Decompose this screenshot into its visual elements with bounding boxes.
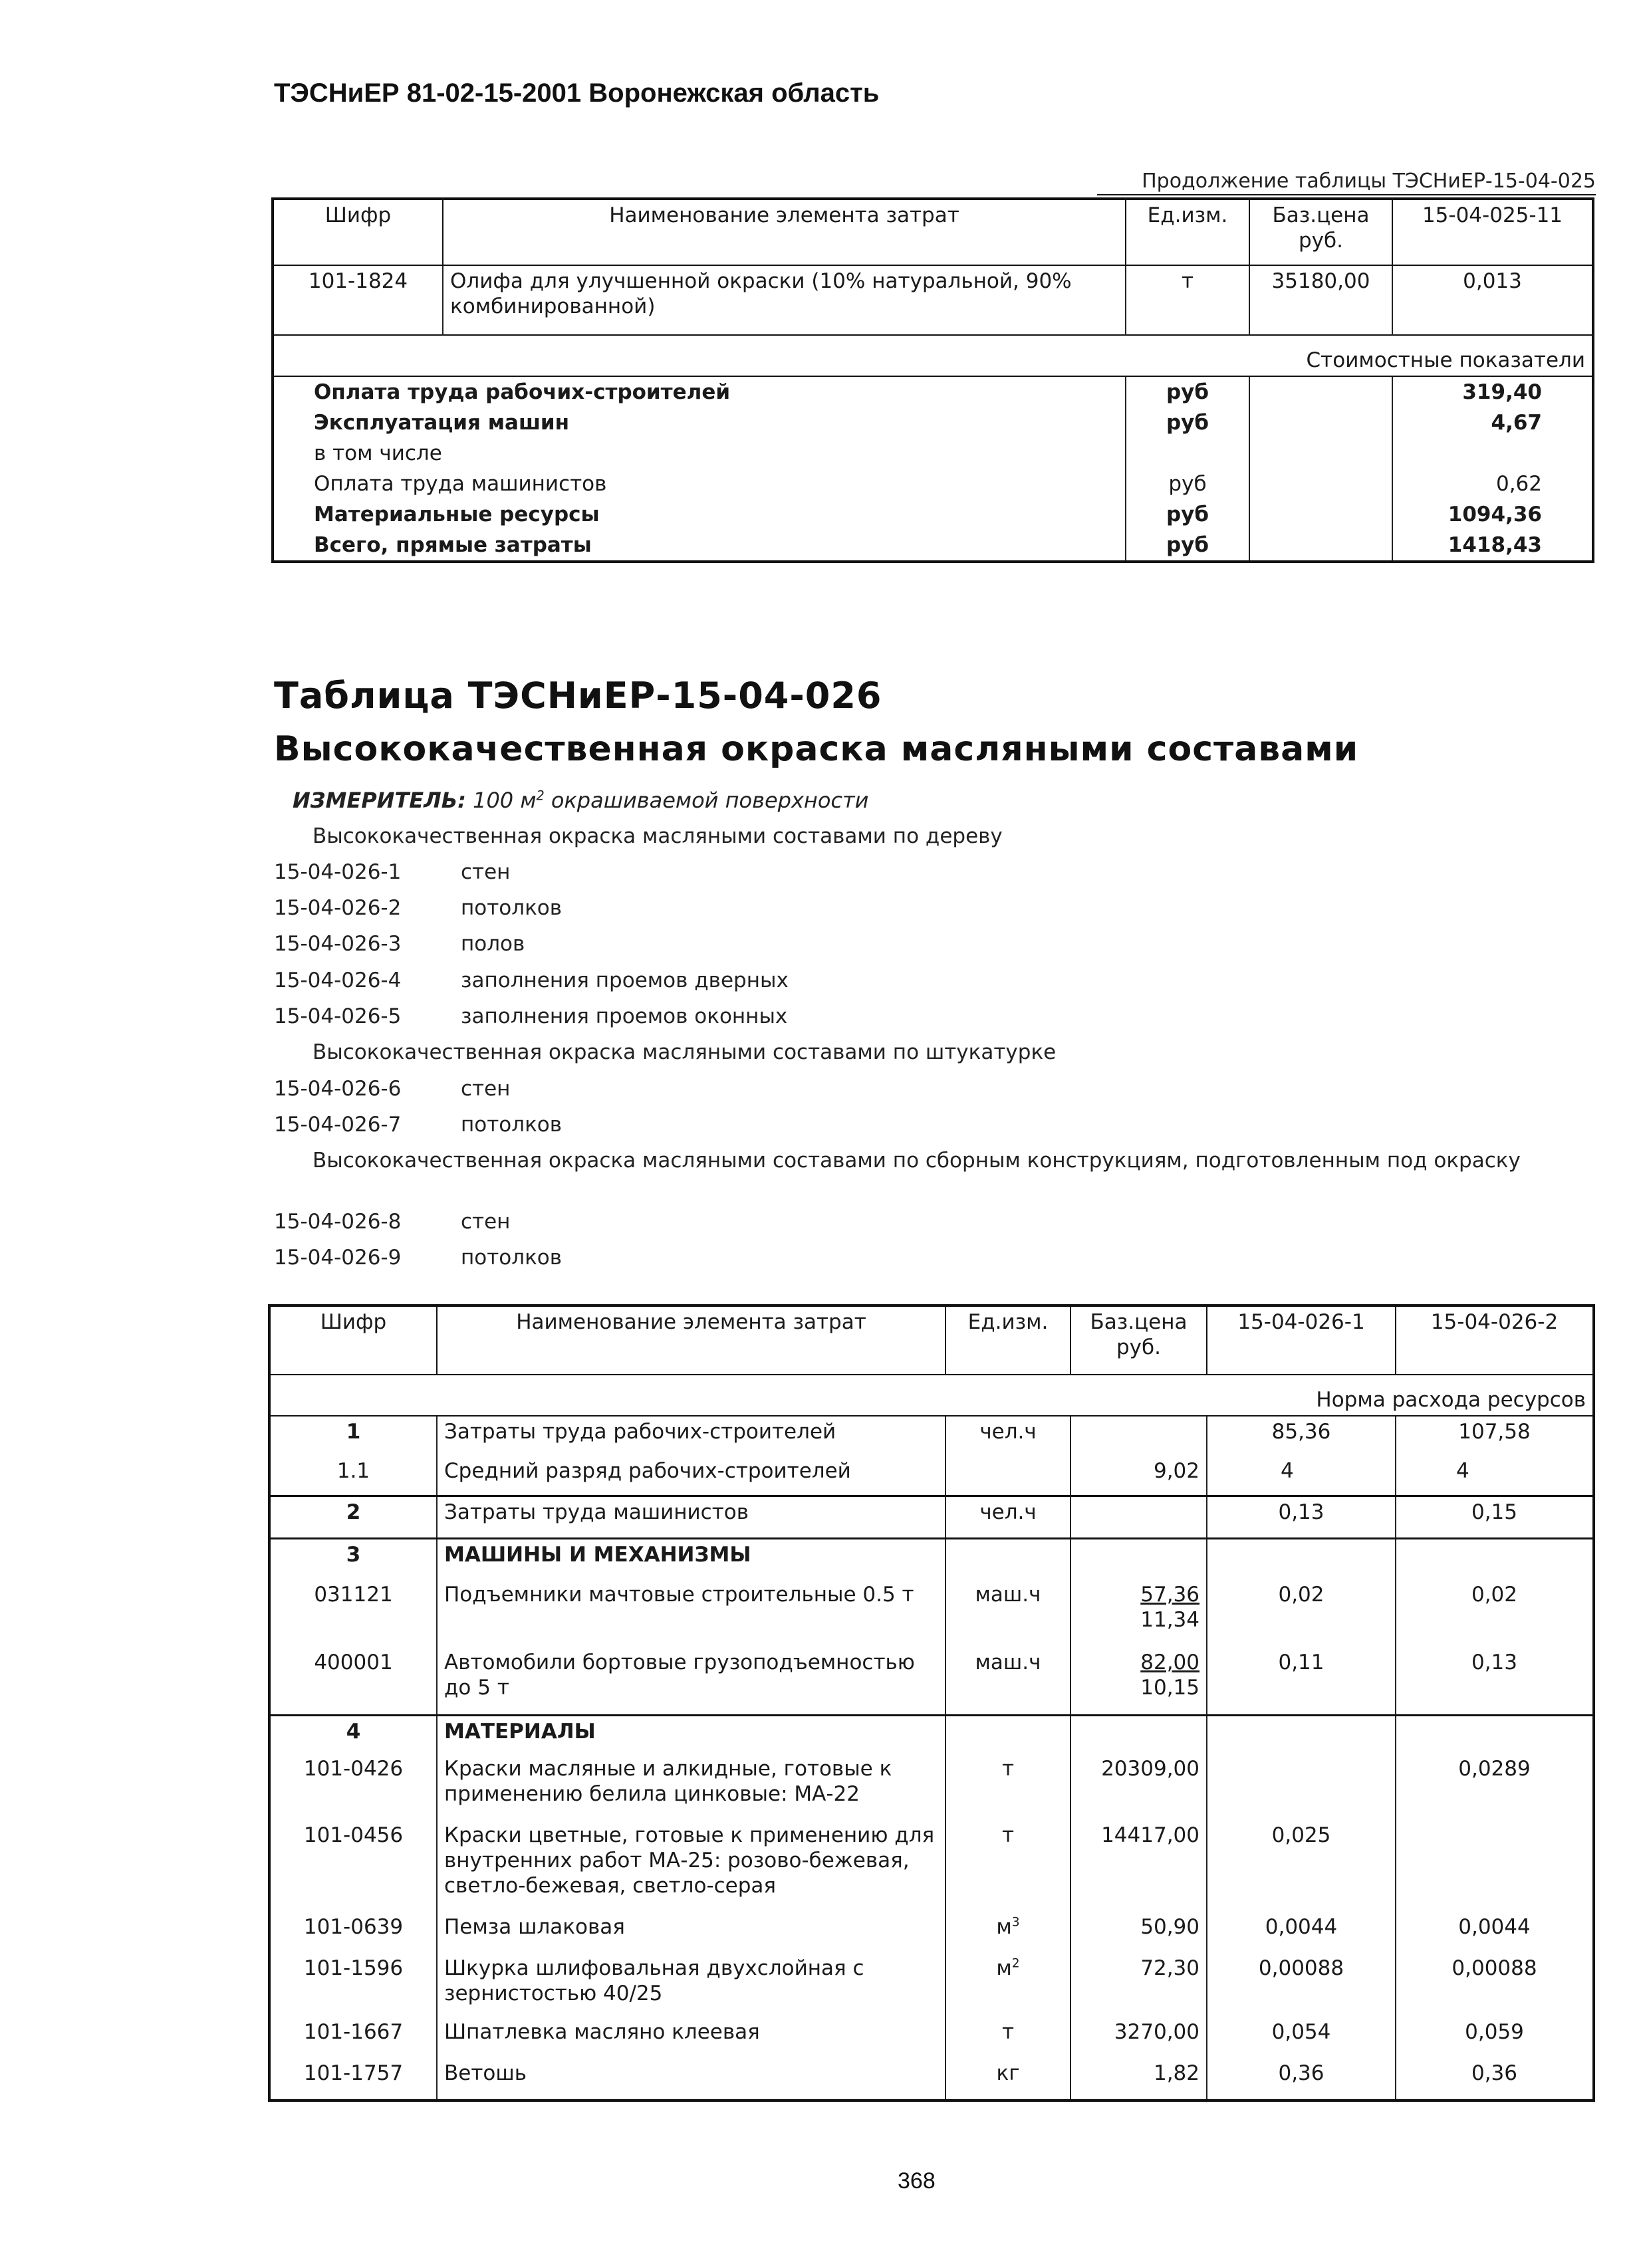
price-sub: 11,34	[1140, 1608, 1199, 1632]
cost-row	[273, 376, 1593, 407]
table-subtitle: Высококачественная окраска масляными составами	[274, 729, 1359, 769]
row-price: 50,90	[1071, 1912, 1207, 1953]
row-unit: чел.ч	[946, 1496, 1071, 1538]
row-value-1: 0,11	[1207, 1647, 1396, 1715]
measure-sup: 2	[536, 788, 545, 804]
col-header-name: Наименование элемента затрат	[437, 1305, 946, 1375]
row-price: 1,82	[1071, 2058, 1207, 2100]
price-sub: 10,15	[1140, 1676, 1199, 1700]
row-unit: т	[946, 2017, 1071, 2058]
continuation-caption: Продолжение таблицы ТЭСНиЕР-15-04-025	[1064, 170, 1596, 193]
row-unit	[946, 1456, 1071, 1496]
row-unit: $м^3$	[946, 1912, 1071, 1953]
col-header-price: Баз.цена руб.	[1071, 1305, 1207, 1375]
row-value: 0,013	[1392, 265, 1593, 335]
row-unit: кг	[946, 2058, 1071, 2100]
group-label: Высококачественная окраска масляными составами по сборным конструкциям, подготовленным под окраску	[313, 1149, 1521, 1173]
row-price	[1071, 1579, 1207, 1647]
col-header-price: Баз.цена руб.	[1249, 199, 1392, 265]
row-value-1: 85,36	[1207, 1416, 1396, 1456]
item-code: 15-04-026-2	[274, 896, 402, 920]
row-value-1: 0,054	[1207, 2017, 1396, 2058]
resource-table	[268, 1304, 1595, 2102]
cost-unit	[1126, 438, 1249, 469]
cost-row	[273, 530, 1593, 562]
table-row	[269, 1820, 1594, 1912]
row-name: МАШИНЫ И МЕХАНИЗМЫ	[437, 1538, 946, 1579]
col-header-code: Шифр	[269, 1305, 437, 1375]
cost-row	[273, 469, 1593, 499]
cost-unit: руб	[1126, 469, 1249, 499]
row-value-1: 0,0044	[1207, 1912, 1396, 1953]
measure-rest: окрашиваемой поверхности	[544, 788, 869, 813]
row-price	[1071, 1647, 1207, 1715]
row-code: 101-0639	[303, 1915, 404, 1939]
row-value-2: 0,0044	[1396, 1912, 1594, 1953]
cost-unit: руб	[1126, 499, 1249, 530]
item-code: 15-04-026-1	[274, 860, 402, 884]
item-name: стен	[461, 860, 511, 884]
table-row	[269, 1496, 1594, 1538]
item-code: 15-04-026-4	[274, 968, 402, 992]
row-value-1: 0,025	[1207, 1820, 1396, 1912]
measure-line	[293, 788, 868, 813]
col-header-value: 15-04-025-11	[1392, 199, 1593, 265]
cost-value: 319,40	[1392, 376, 1593, 407]
row-code: 101-0426	[303, 1757, 404, 1781]
row-code: 3	[269, 1538, 437, 1579]
cost-value	[1392, 438, 1593, 469]
cost-label: в том числе	[314, 441, 442, 465]
col-header-unit: Ед.изм.	[946, 1305, 1071, 1375]
row-price	[1071, 1496, 1207, 1538]
row-code: 101-1596	[303, 1956, 404, 1980]
row-name: Ветошь	[437, 2058, 946, 2100]
row-name: Подъемники мачтовые строительные 0.5 т	[437, 1579, 946, 1647]
row-value-2: 0,0289	[1396, 1754, 1594, 1820]
row-value-2: 0,13	[1396, 1647, 1594, 1715]
row-value-1: 0,36	[1207, 2058, 1396, 2100]
row-code: 031121	[314, 1583, 393, 1607]
page-number: 368	[898, 2168, 936, 2194]
col-header-unit: Ед.изм.	[1126, 199, 1249, 265]
cost-row	[273, 407, 1593, 438]
col-header-code: Шифр	[273, 199, 443, 265]
group-label: Высококачественная окраска масляными составами по дереву	[313, 824, 1003, 848]
row-value-2: 0,36	[1396, 2058, 1594, 2100]
row-code: 400001	[314, 1650, 393, 1674]
row-price	[1071, 1416, 1207, 1456]
table-row	[269, 1754, 1594, 1820]
table-row	[269, 1579, 1594, 1647]
col-header-value-1: 15-04-026-1	[1207, 1305, 1396, 1375]
col-header-name: Наименование элемента затрат	[443, 199, 1126, 265]
item-code: 15-04-026-3	[274, 932, 402, 956]
row-name: Шпатлевка масляно клеевая	[437, 2017, 946, 2058]
table-row	[269, 1416, 1594, 1456]
cost-unit: руб	[1126, 376, 1249, 407]
row-value-1: 0,02	[1207, 1579, 1396, 1647]
cost-band-label: Стоимостные показатели	[273, 335, 1593, 376]
cost-label: Оплата труда рабочих-строителей	[314, 380, 731, 404]
table-title: Таблица ТЭСНиЕР-15-04-026	[274, 675, 882, 717]
norm-band-label: Норма расхода ресурсов	[269, 1375, 1594, 1416]
group-label: Высококачественная окраска масляными составами по штукатурке	[313, 1040, 1057, 1064]
row-value-1: 0,00088	[1207, 1953, 1396, 2017]
row-name: Средний разряд рабочих-строителей	[437, 1456, 946, 1496]
section-row	[269, 1538, 1594, 1579]
row-name: Шкурка шлифовальная двухслойная с зернистостью 40/25	[437, 1953, 946, 2017]
row-name: Затраты труда рабочих-строителей	[437, 1416, 946, 1456]
row-price: 14417,00	[1071, 1820, 1207, 1912]
cost-unit: руб	[1126, 530, 1249, 562]
row-price: 20309,00	[1071, 1754, 1207, 1820]
item-name: потолков	[461, 1113, 563, 1137]
row-code: 2	[269, 1496, 437, 1538]
row-value-2: 0,00088	[1396, 1953, 1594, 2017]
item-name: стен	[461, 1210, 511, 1234]
row-value-1: 0,13	[1207, 1496, 1396, 1538]
row-value-2: 0,059	[1396, 2017, 1594, 2058]
row-code: 101-1757	[303, 2061, 404, 2085]
cost-value: 1094,36	[1392, 499, 1593, 530]
continuation-table	[271, 197, 1594, 563]
row-code: 101-1824	[308, 269, 408, 293]
row-name: Затраты труда машинистов	[437, 1496, 946, 1538]
table-row	[273, 265, 1593, 335]
table-row	[269, 1456, 1594, 1496]
row-price: 72,30	[1071, 1953, 1207, 2017]
table-row	[269, 1647, 1594, 1715]
row-value-2: 107,58	[1396, 1416, 1594, 1456]
item-code: 15-04-026-7	[274, 1113, 402, 1137]
row-code: 101-1667	[303, 2020, 404, 2044]
cost-row	[273, 438, 1593, 469]
row-code: 1.1	[336, 1459, 370, 1483]
col-header-value-2: 15-04-026-2	[1396, 1305, 1594, 1375]
row-name: МАТЕРИАЛЫ	[437, 1715, 946, 1754]
table-row	[269, 2017, 1594, 2058]
row-unit: т	[1126, 265, 1249, 335]
table-row	[269, 2058, 1594, 2100]
item-name: заполнения проемов дверных	[461, 968, 789, 992]
table-row	[269, 1912, 1594, 1953]
document-header: ТЭСНиЕР 81-02-15-2001 Воронежская область	[274, 78, 880, 108]
item-name: заполнения проемов оконных	[461, 1004, 788, 1028]
cost-value: 0,62	[1392, 469, 1593, 499]
row-unit: маш.ч	[946, 1647, 1071, 1715]
cost-label: Всего, прямые затраты	[314, 533, 592, 557]
row-unit: чел.ч	[946, 1416, 1071, 1456]
cost-row	[273, 499, 1593, 530]
row-code: 1	[346, 1420, 361, 1444]
row-name: Краски цветные, готовые к применению для внутренних работ МА-25: розово-бежевая, светло-бежевая, светло-серая	[437, 1820, 946, 1912]
price-main: 82,00	[1140, 1650, 1199, 1674]
row-value-2: 4	[1396, 1456, 1594, 1496]
price-main: 57,36	[1140, 1583, 1199, 1607]
row-value-2	[1396, 1820, 1594, 1912]
row-value-1	[1207, 1754, 1396, 1820]
row-value-1: 4	[1207, 1456, 1396, 1496]
row-code: 4	[269, 1715, 437, 1754]
item-code: 15-04-026-9	[274, 1246, 402, 1270]
row-name: Краски масляные и алкидные, готовые к применению белила цинковые: МА-22	[437, 1754, 946, 1820]
table-row	[269, 1953, 1594, 2017]
item-name: стен	[461, 1077, 511, 1101]
item-code: 15-04-026-5	[274, 1004, 402, 1028]
item-code: 15-04-026-8	[274, 1210, 402, 1234]
measure-label: ИЗМЕРИТЕЛЬ:	[293, 788, 466, 813]
item-name: потолков	[461, 896, 563, 920]
cost-value: 4,67	[1392, 407, 1593, 438]
row-unit: т	[946, 1820, 1071, 1912]
row-name: Пемза шлаковая	[437, 1912, 946, 1953]
row-price: 35180,00	[1249, 265, 1392, 335]
cost-label: Материальные ресурсы	[314, 503, 600, 526]
row-price: 9,02	[1071, 1456, 1207, 1496]
cost-label: Эксплуатация машин	[314, 411, 570, 435]
item-name: потолков	[461, 1246, 563, 1270]
row-value-2: 0,15	[1396, 1496, 1594, 1538]
row-name: Олифа для улучшенной окраски (10% натуральной, 90% комбинированной)	[443, 265, 1126, 335]
item-code: 15-04-026-6	[274, 1077, 402, 1101]
row-name: Автомобили бортовые грузоподъемностью до 5 т	[437, 1647, 946, 1715]
row-unit: маш.ч	[946, 1579, 1071, 1647]
cost-unit: руб	[1126, 407, 1249, 438]
cost-value: 1418,43	[1392, 530, 1593, 562]
section-row	[269, 1715, 1594, 1754]
row-unit: т	[946, 1754, 1071, 1820]
row-price: 3270,00	[1071, 2017, 1207, 2058]
cost-label: Оплата труда машинистов	[314, 472, 607, 496]
item-name: полов	[461, 932, 525, 956]
row-value-2: 0,02	[1396, 1579, 1594, 1647]
measure-value: 100 м	[473, 788, 537, 813]
row-unit: $м^2$	[946, 1953, 1071, 2017]
row-code: 101-0456	[303, 1823, 404, 1847]
